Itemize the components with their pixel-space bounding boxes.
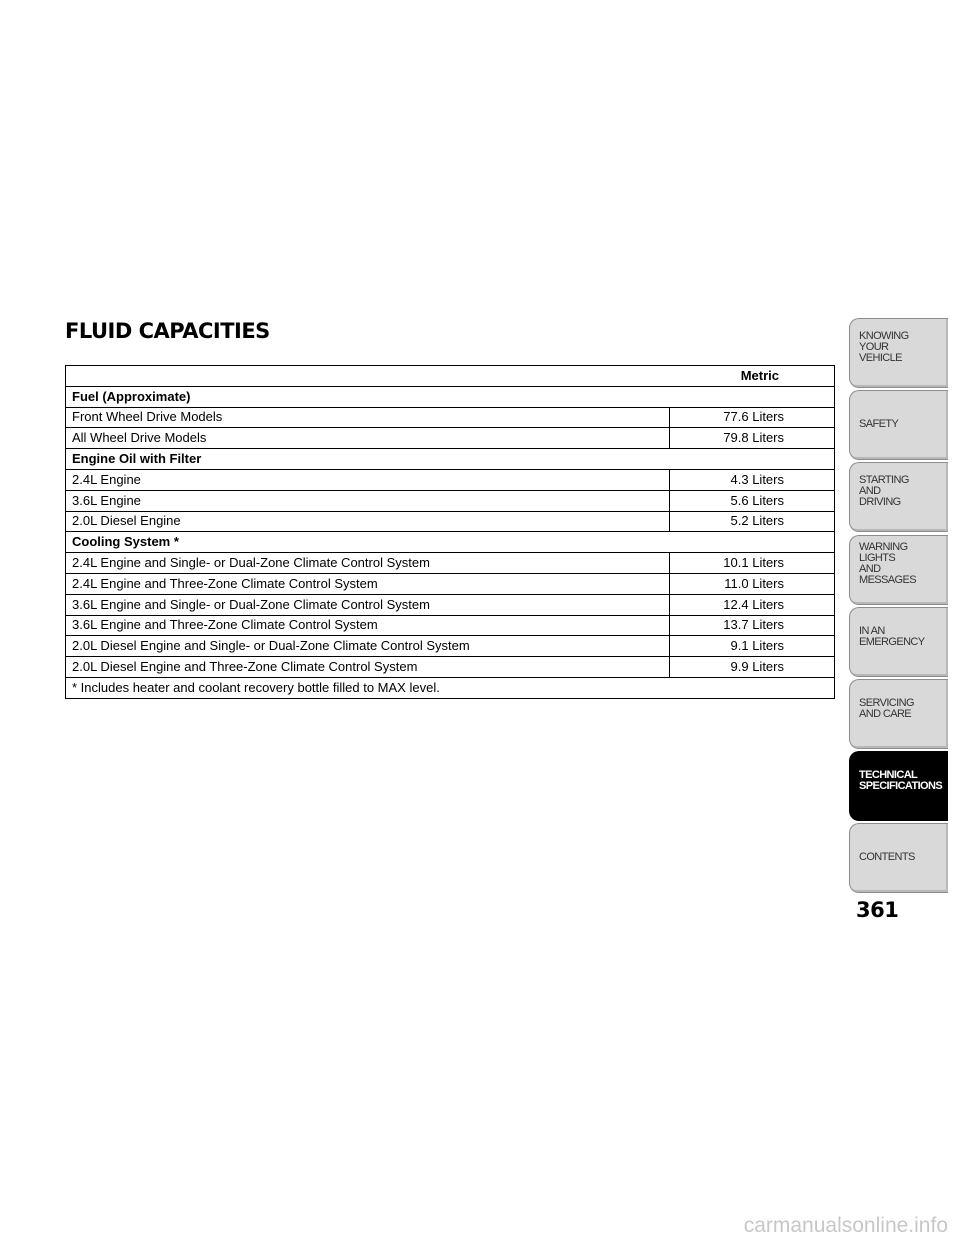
tab-starting-and-driving[interactable]: STARTING AND DRIVING [849,462,948,532]
row-value: 13.7 Liters [670,615,835,636]
metric-header: Metric [66,366,835,387]
table-row [66,615,835,636]
tab-technical-specifications[interactable]: TECHNICAL SPECIFICATIONS [849,751,948,821]
tab-servicing-and-care[interactable]: SERVICING AND CARE [849,679,948,749]
tab-knowing-your-vehicle[interactable]: KNOWING YOUR VEHICLE [849,318,948,388]
table-row [66,511,835,532]
table-row [66,636,835,657]
watermark: carmanualsonline.info [743,1214,948,1237]
row-label: Front Wheel Drive Models [66,407,670,428]
table-group-row [66,386,835,407]
table-row [66,657,835,678]
row-label: 2.0L Diesel Engine and Single- or Dual-Zone Climate Control System [66,636,670,657]
row-label: 2.0L Diesel Engine [66,511,670,532]
row-label: 2.4L Engine and Single- or Dual-Zone Climate Control System [66,553,670,574]
oil-group-label: Engine Oil with Filter [66,449,835,470]
row-label: 2.4L Engine and Three-Zone Climate Control System [66,573,670,594]
table-row [66,490,835,511]
tab-in-an-emergency[interactable]: IN AN EMERGENCY [849,607,948,677]
row-label: All Wheel Drive Models [66,428,670,449]
row-value: 79.8 Liters [670,428,835,449]
row-label: 3.6L Engine and Three-Zone Climate Control System [66,615,670,636]
tab-contents[interactable]: CONTENTS [849,823,948,893]
table-row [66,594,835,615]
tab-warning-lights-and-messages[interactable]: WARNING LIGHTS AND MESSAGES [849,535,948,605]
row-label: 2.0L Diesel Engine and Three-Zone Climate Control System [66,657,670,678]
footnote: * Includes heater and coolant recovery bottle filled to MAX level. [66,677,835,698]
fluid-capacities-table [65,365,835,699]
row-value: 12.4 Liters [670,594,835,615]
cooling-group-label: Cooling System * [66,532,835,553]
table-group-row [66,532,835,553]
row-value: 10.1 Liters [670,553,835,574]
row-value: 5.6 Liters [670,490,835,511]
chapter-tabs [849,318,948,896]
table-row [66,407,835,428]
table-row [66,428,835,449]
row-value: 4.3 Liters [670,469,835,490]
row-value: 5.2 Liters [670,511,835,532]
row-label: 3.6L Engine [66,490,670,511]
row-value: 9.9 Liters [670,657,835,678]
page-number: 361 [856,898,899,922]
table-row [66,553,835,574]
footnote-row [66,677,835,698]
row-value: 77.6 Liters [670,407,835,428]
row-value: 11.0 Liters [670,573,835,594]
table-row [66,573,835,594]
row-label: 2.4L Engine [66,469,670,490]
tab-safety[interactable]: SAFETY [849,390,948,460]
row-value: 9.1 Liters [670,636,835,657]
table-group-row [66,449,835,470]
table-header-row [66,366,835,387]
row-label: 3.6L Engine and Single- or Dual-Zone Climate Control System [66,594,670,615]
fuel-group-label: Fuel (Approximate) [66,386,835,407]
section-title: FLUID CAPACITIES [65,319,270,343]
table-row [66,469,835,490]
